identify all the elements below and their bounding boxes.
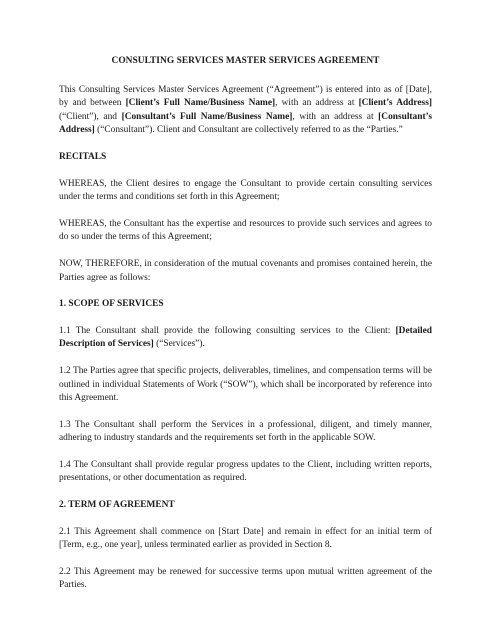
scope-clause-1-2: 1.2 The Parties agree that specific projects, deliverables, timelines, and compensation terms will be outlined in individual Statements of Work (“SOW”), which shall be incorporated by reference into this Agreement. xyxy=(59,365,432,404)
scope-heading: 1. SCOPE OF SERVICES xyxy=(59,299,164,310)
term-clause-2-2: 2.2 This Agreement may be renewed for successive terms upon mutual written agreement of the Parties. xyxy=(59,566,432,591)
recital-paragraph-1: WHEREAS, the Client desires to engage the Consultant to provide certain consulting services under the terms and conditions set forth in this Agreement; xyxy=(59,178,432,203)
recital-paragraph-3: NOW, THEREFORE, in consideration of the mutual covenants and promises contained herein, the Parties agree as follows: xyxy=(59,258,432,283)
intro-text-4: , with an address at xyxy=(292,111,379,122)
client-address-placeholder: [Client’s Address] xyxy=(358,98,432,109)
scope-clause-1-1 xyxy=(59,325,432,352)
recitals-heading: RECITALS xyxy=(59,151,107,162)
scope-clause-1-4: 1.4 The Consultant shall provide regular progress updates to the Client, including written reports, presentations, or other documentation as required. xyxy=(59,459,432,484)
document-title: CONSULTING SERVICES MASTER SERVICES AGREEMENT xyxy=(111,56,380,66)
scope-clause-1-1-text: 1.1 The Consultant shall provide the following consulting services to the Client: xyxy=(59,325,396,336)
intro-text-1: This Consulting Services Master Services Agreement (“Agreement”) is entered into as of [Date], by and between xyxy=(59,84,432,109)
intro-text-5: (“Consultant”). Client and Consultant are collectively referred to as the “Parties.” xyxy=(94,125,403,136)
services-description-placeholder: [Detailed Description of Services] xyxy=(59,325,432,350)
term-clause-2-1: 2.1 This Agreement shall commence on [Start Date] and remain in effect for an initial term of [Term, e.g., one year], unless terminated earlier as provided in Section 8. xyxy=(59,526,432,551)
consultant-address-placeholder: [Consultant’s Address] xyxy=(59,111,432,136)
intro-text-2: , with an address at xyxy=(275,98,359,109)
recital-paragraph-2: WHEREAS, the Consultant has the expertise and resources to provide such services and agrees to do so under the terms of this Agreement; xyxy=(59,218,432,243)
intro-paragraph xyxy=(59,84,432,138)
term-heading: 2. TERM OF AGREEMENT xyxy=(59,500,175,511)
document-body xyxy=(59,55,432,606)
scope-clause-1-1-end: (“Services”). xyxy=(153,339,205,350)
scope-clause-1-3: 1.3 The Consultant shall perform the Services in a professional, diligent, and timely manner, adhering to industry standards and the requirements set forth in the applicable SOW. xyxy=(59,419,432,444)
client-name-placeholder: [Client’s Full Name/Business Name] xyxy=(125,98,276,109)
consultant-name-placeholder: [Consultant’s Full Name/Business Name] xyxy=(121,111,293,122)
intro-text-3: (“Client”), and xyxy=(59,111,122,122)
